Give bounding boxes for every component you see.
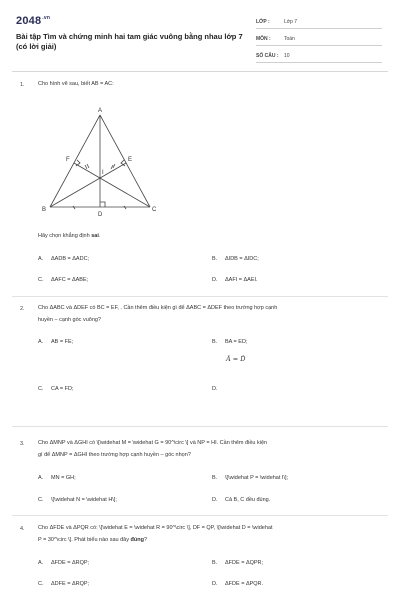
q4-option-c[interactable]: C. ΔDFE = ΔRQP; bbox=[38, 581, 90, 587]
tick-dc bbox=[124, 206, 126, 209]
tick-fi bbox=[85, 165, 87, 169]
q2-option-d[interactable]: D. bbox=[212, 386, 218, 392]
segment-cf bbox=[74, 163, 150, 207]
question-3-line-2: gì để ΔMNP = ΔGHI theo trường hợp cạnh huyền – góc nhọn? bbox=[38, 452, 191, 458]
label-e: E bbox=[128, 157, 133, 163]
tick-bd bbox=[73, 206, 75, 209]
label-d: D bbox=[98, 212, 103, 218]
question-2-line-2: huyền – cạnh góc vuông? bbox=[38, 317, 101, 323]
q4-option-b[interactable]: B. ΔFDE = ΔQPR; bbox=[212, 560, 264, 566]
logo-suffix: .vn bbox=[42, 15, 51, 21]
q4-option-d[interactable]: D. ΔFDE = ΔPQR. bbox=[212, 581, 264, 587]
tick-ei bbox=[111, 165, 113, 169]
triangle-figure bbox=[38, 103, 168, 218]
q4-option-a[interactable]: A. ΔFDE = ΔRQP; bbox=[38, 560, 90, 566]
tick-fi-2 bbox=[87, 164, 89, 168]
label-i: I bbox=[102, 170, 104, 176]
right-angle-d bbox=[100, 202, 105, 207]
meta-question-count: SỐ CÂU : 10 bbox=[256, 50, 382, 63]
document-meta bbox=[256, 16, 382, 67]
label-c: C bbox=[152, 207, 157, 213]
question-2-number: 2. bbox=[20, 306, 25, 312]
meta-grade: LỚP : Lớp 7 bbox=[256, 16, 382, 29]
document-title: Bài tập Tìm và chứng minh hai tam giác vuông bằng nhau lớp 7 (có lời giải) bbox=[16, 32, 243, 51]
q2-equation: Â = D̂ bbox=[226, 355, 246, 363]
header-divider bbox=[12, 71, 388, 72]
divider-q2 bbox=[12, 426, 388, 427]
segment-ac bbox=[100, 115, 150, 207]
q3-option-c[interactable]: C. \[\widehat N = \widehat H\]; bbox=[38, 497, 117, 503]
q2-option-c[interactable]: C. CA = FD; bbox=[38, 386, 74, 392]
logo[interactable]: $2048^{.vn}$ bbox=[16, 15, 51, 27]
question-4-line-1: Cho ΔFDE và ΔPQR có: \[\widehat E = \widehat R = 90^\circ \], DF = QP, \[\widehat D = \widehat bbox=[38, 525, 273, 531]
q3-option-b[interactable]: B. \[\widehat P = \widehat I\]; bbox=[212, 475, 289, 481]
q2-option-a[interactable]: A. AB = FE; bbox=[38, 339, 74, 345]
segment-be bbox=[50, 163, 126, 207]
question-1-number: 1. bbox=[20, 82, 25, 88]
q1-option-c[interactable]: C. ΔAFC = ΔABE; bbox=[38, 277, 89, 283]
q2-option-b[interactable]: B. BA = ED; bbox=[212, 339, 248, 345]
tick-ei-2 bbox=[113, 164, 115, 168]
segment-ab bbox=[50, 115, 100, 207]
question-1-prompt: Hãy chọn khẳng định sai. bbox=[38, 233, 101, 239]
q1-option-d[interactable]: D. ΔAFI = ΔAEI. bbox=[212, 277, 258, 283]
question-3-number: 3. bbox=[20, 441, 25, 447]
divider-q1 bbox=[12, 296, 388, 297]
q3-option-a[interactable]: A. MN = GH; bbox=[38, 475, 76, 481]
label-b: B bbox=[42, 207, 47, 213]
label-a: A bbox=[98, 108, 103, 114]
label-f: F bbox=[66, 157, 70, 163]
q1-option-b[interactable]: B. ΔIDB = ΔIDC; bbox=[212, 256, 259, 262]
question-4-number: 4. bbox=[20, 526, 25, 532]
question-4-line-2: P = 30^\circ \]. Phát biểu nào sau đây đúng? bbox=[38, 537, 148, 543]
divider-q3 bbox=[12, 515, 388, 516]
q3-option-d[interactable]: D. Cả B, C đều đúng. bbox=[212, 497, 271, 503]
q1-option-a[interactable]: A. ΔADB = ΔADC; bbox=[38, 256, 90, 262]
meta-subject: MÔN : Toán bbox=[256, 33, 382, 46]
question-3-line-1: Cho ΔMNP và ΔGHI có \[\widehat M = \widehat G = 90^\circ \] và NP = HI. Cần thêm điều kiện bbox=[38, 440, 268, 446]
question-1-text: Cho hình vẽ sau, biết AB = AC: bbox=[38, 81, 114, 87]
question-2-line-1: Cho ΔABC và ΔDEF có BC = EF, . Cần thêm điều kiện gì để ΔABC = ΔDEF theo trường hợp cạnh bbox=[38, 305, 278, 311]
